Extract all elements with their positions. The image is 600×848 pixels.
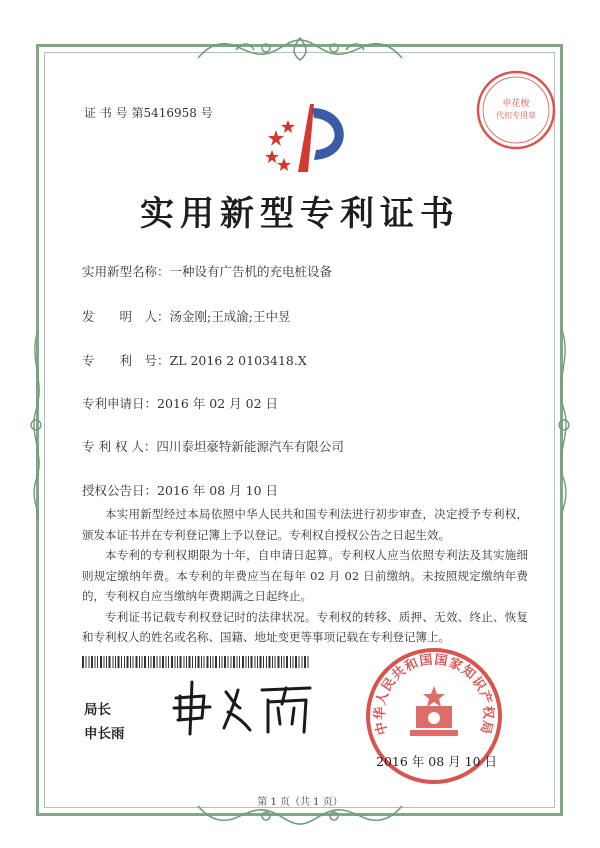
right-ornament xyxy=(550,330,576,520)
field-patent-number xyxy=(82,351,307,369)
paragraph-grant: 本实用新型经过本局依照中华人民共和国专利法进行初步审查，决定授予专利权，颁发本证书并在专利登记簿上予以登记。专利权自授权公告之日起生效。 xyxy=(82,507,528,542)
page-footer: 第 1 页（共 1 页） xyxy=(257,797,343,808)
agency-seal-text xyxy=(474,156,475,157)
field-label: 专 利 权 人： xyxy=(82,439,157,454)
seal-text: 中华人民共和国国家知识产权局 xyxy=(372,652,496,737)
field-label: 专 利 号： xyxy=(82,353,170,368)
certificate-title: 实用新型专利证书 xyxy=(140,194,460,234)
field-application-date xyxy=(82,394,278,412)
top-ornament xyxy=(196,34,404,64)
field-value: ZL 2016 2 0103418.X xyxy=(169,353,307,368)
field-value: 一种设有广告机的充电桩设备 xyxy=(169,264,333,279)
field-value: 2016 年 02 月 02 日 xyxy=(157,396,279,411)
field-label: 发 明 人： xyxy=(82,309,170,324)
field-grant-date xyxy=(82,481,278,499)
field-inventors xyxy=(82,307,290,325)
certificate-number: 证 书 号 第5416958 号 xyxy=(84,106,213,120)
patent-office-logo xyxy=(262,100,358,176)
director-signature xyxy=(170,678,320,738)
seal-date: 2016 年 08 月 10 日 xyxy=(376,754,497,769)
svg-text:代扣专用章: 代扣专用章 xyxy=(496,111,536,120)
agency-seal xyxy=(474,68,558,152)
field-patentee xyxy=(82,437,344,455)
barcode xyxy=(82,656,310,668)
certificate-body xyxy=(82,504,528,648)
paragraph-legal-status: 专利证书记载专利权登记时的法律状况。专利权的转移、质押、无效、终止、恢复和专利权人的姓名或名称、国籍、地址变更等事项记载在专利登记簿上。 xyxy=(82,609,528,644)
field-label: 授权公告日： xyxy=(82,483,158,498)
field-value: 2016 年 08 月 10 日 xyxy=(157,483,279,498)
director-name: 申长雨 xyxy=(84,726,125,742)
field-value: 四川泰坦豪特新能源汽车有限公司 xyxy=(156,439,344,454)
svg-text:申花梭: 申花梭 xyxy=(502,99,530,109)
director-title: 局长 xyxy=(84,702,111,718)
paragraph-term: 本专利的专利权期限为十年，自申请日起算。专利权人应当依照专利法及其实施细则规定缴纳年费。本专利的年费应当在每年 02 月 02 日前缴纳。未按照规定缴纳年费的，专利权自应当缴纳年费期满之日起终止。 xyxy=(82,548,528,603)
field-utility-model-name xyxy=(82,262,332,280)
left-ornament xyxy=(24,330,50,520)
field-label: 实用新型名称： xyxy=(82,264,170,279)
field-value: 汤金刚;王成渝;王中昱 xyxy=(169,309,291,324)
field-label: 专利申请日： xyxy=(82,396,158,411)
